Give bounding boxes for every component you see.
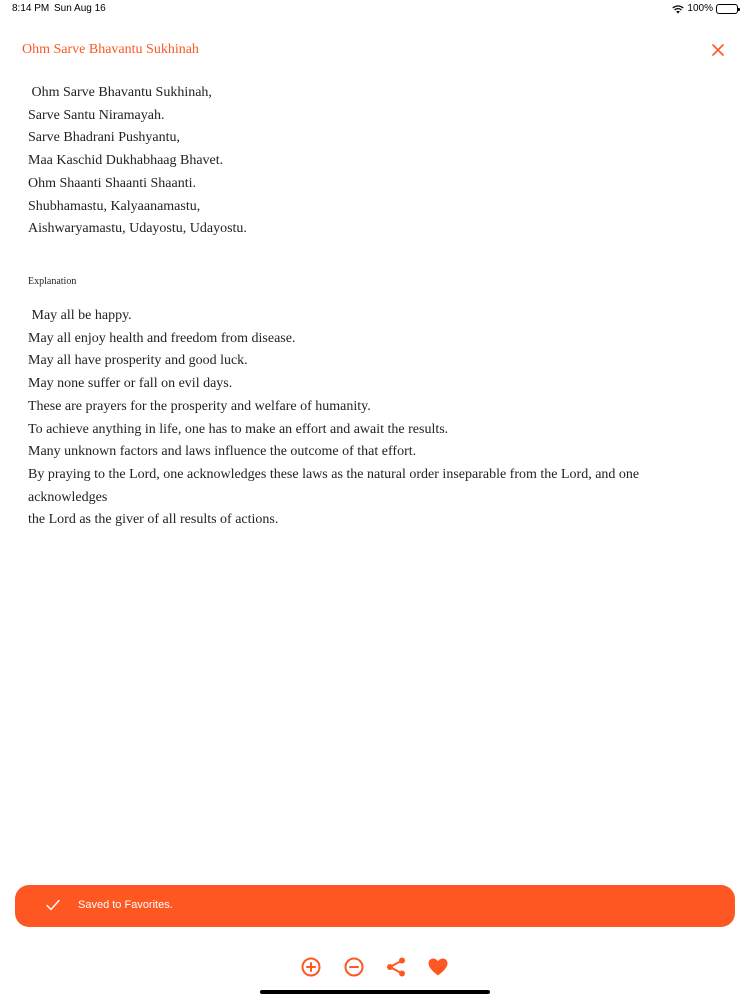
zoom-in-icon <box>300 956 322 978</box>
verse-line: Sarve Santu Niramayah. <box>28 107 165 123</box>
verse-line: Ohm Sarve Bhavantu Sukhinah, <box>28 85 212 100</box>
page-title: Ohm Sarve Bhavantu Sukhinah <box>22 42 199 57</box>
zoom-out-button[interactable] <box>343 956 365 978</box>
status-date: Sun Aug 16 <box>54 3 106 14</box>
check-icon <box>45 898 61 917</box>
explanation-line: May all enjoy health and freedom from disease. <box>28 330 296 346</box>
verse-line: Ohm Shaanti Shaanti Shaanti. <box>28 175 196 191</box>
toast-notification <box>15 885 735 927</box>
share-button[interactable] <box>385 956 407 978</box>
status-right <box>672 3 738 14</box>
verse-line: Sarve Bhadrani Pushyantu, <box>28 130 181 146</box>
explanation-line: acknowledges <box>28 489 108 505</box>
verse-line: Maa Kaschid Dukhabhaag Bhavet. <box>28 153 224 169</box>
status-bar <box>0 0 750 20</box>
verse-line: Shubhamastu, Kalyaanamastu, <box>28 198 201 214</box>
explanation-line: May all be happy. <box>28 308 132 323</box>
home-indicator[interactable] <box>260 990 490 994</box>
zoom-out-icon <box>343 956 365 978</box>
status-time: 8:14 PM <box>12 3 50 14</box>
toast-message: Saved to Favorites. <box>78 899 173 911</box>
explanation-line: the Lord as the giver of all results of actions. <box>28 512 279 528</box>
explanation-line: These are prayers for the prosperity and welfare of humanity. <box>28 398 371 414</box>
share-icon <box>385 956 407 978</box>
verse-text <box>28 82 247 241</box>
close-icon <box>710 42 726 58</box>
explanation-line: May none suffer or fall on evil days. <box>28 376 233 392</box>
wifi-icon <box>672 4 684 14</box>
explanation-text <box>28 305 718 532</box>
close-button[interactable] <box>710 42 726 58</box>
battery-percent: 100% <box>687 3 713 14</box>
heart-icon <box>427 956 449 978</box>
bottom-toolbar <box>0 956 750 978</box>
explanation-line: May all have prosperity and good luck. <box>28 353 248 369</box>
explanation-line: To achieve anything in life, one has to make an effort and await the results. <box>28 421 449 437</box>
explanation-line: Many unknown factors and laws influence the outcome of that effort. <box>28 444 417 460</box>
explanation-heading: Explanation <box>28 276 77 287</box>
explanation-line: By praying to the Lord, one acknowledges these laws as the natural order inseparable from the Lord, and one <box>28 466 640 482</box>
favorite-button[interactable] <box>427 956 449 978</box>
verse-line: Aishwaryamastu, Udayostu, Udayostu. <box>28 221 247 237</box>
battery-icon <box>716 4 738 14</box>
zoom-in-button[interactable] <box>300 956 322 978</box>
